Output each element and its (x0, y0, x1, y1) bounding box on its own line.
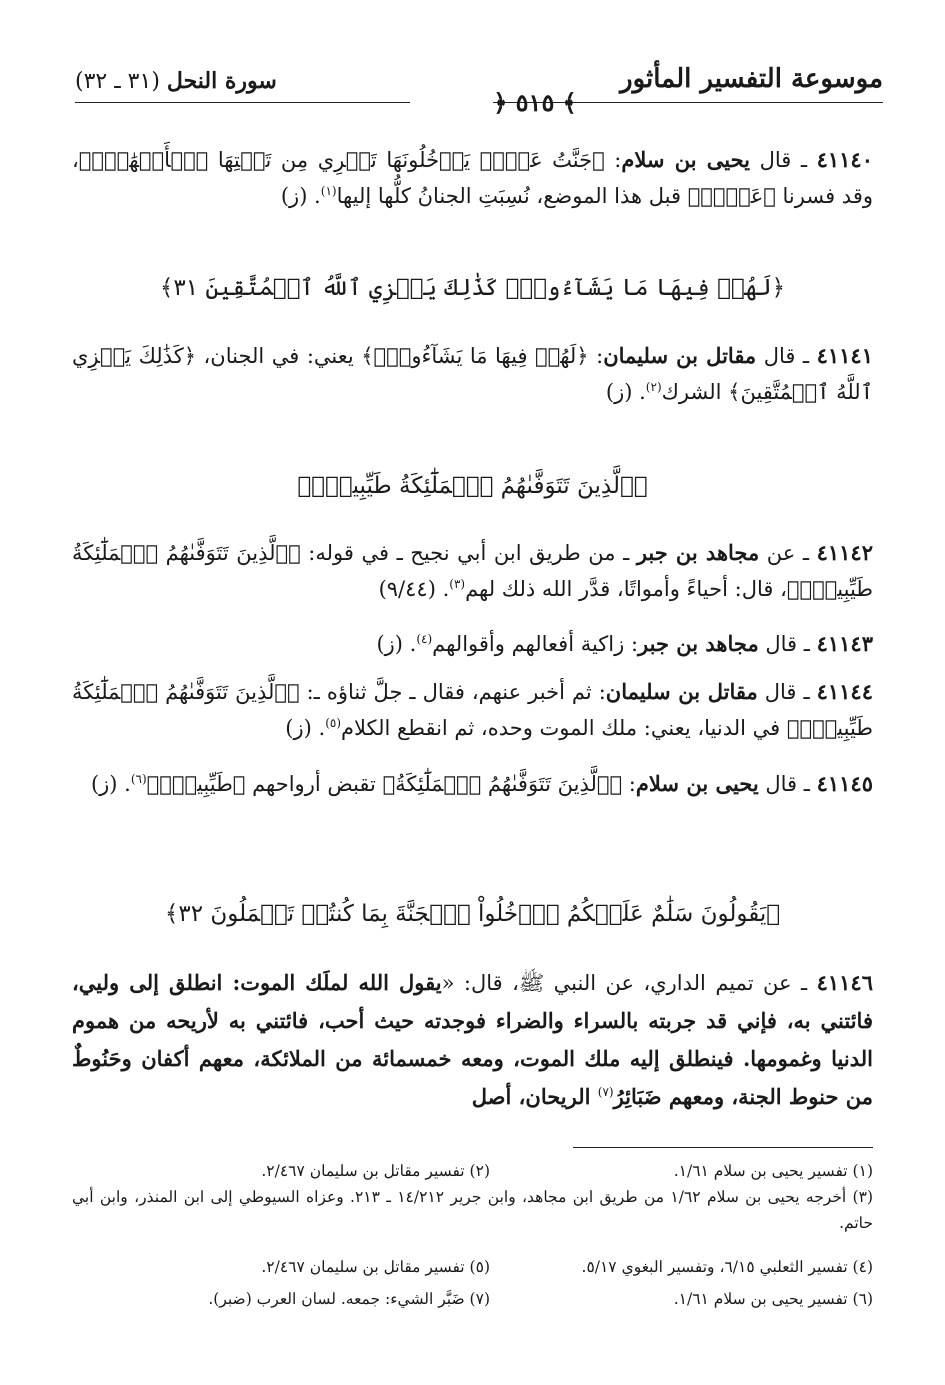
footnote-ref: (٧) (597, 1085, 614, 1099)
footnote-6: (٦) تفسير يحيى بن سلام ١/٦١. (673, 1290, 873, 1308)
footnote-ref: (٢) (645, 380, 662, 394)
footnote-rule (573, 1147, 873, 1148)
footnote-ref: (١) (320, 184, 337, 198)
narration-41142: ٤١١٤٢ ـ عن مجاهد بن جبر ـ من طريق ابن أبي نجيح ـ في قوله: ﴿ٱلَّذِينَ تَتَوَفَّىٰهُمُ ٱلۡمَلَٰٓئِكَةُ طَيِّبِينَۙ﴾، قال: أحياءً وأمواتًا، قدَّر الله ذلك لهم$^{(٣)}$. (٩/٤٤) (72, 540, 873, 601)
footnote-1: (١) تفسير يحيى بن سلام ١/٦١. (673, 1162, 873, 1180)
footnote-ref: (٦) (130, 772, 147, 786)
footnote-3: (٣) أخرجه يحيى بن سلام ١/٦٢ من طريق ابن مجاهد، وابن جرير ١٤/٢١٢ ـ ٢١٣. وعزاه السيوطي إلى ابن المنذر، وابن أبي حاتم. (72, 1188, 873, 1232)
narration-number: ٤١١٤٢ (816, 540, 873, 565)
narration-41141: ٤١١٤١ ـ قال مقاتل بن سليمان: ﴿لَهُمۡ فِيهَا مَا يَشَآءُونَۚ﴾ يعني: في الجنان، ﴿كَذَٰلِكَ يَجۡزِي ٱللَّهُ ٱلۡمُتَّقِينَ﴾ الشرك$^{(٢)}$. (ز) (72, 343, 873, 404)
narrator-name: مقاتل بن سليمان (605, 679, 758, 704)
footnote-ref: (٤) (416, 632, 433, 646)
narration-41146: ٤١١٤٦ ـ عن تميم الداري، عن النبي ﷺ، قال: «يقول الله لملَك الموت: انطلق إلى وليي، فائتني به، فإني قد جربته بالسراء والضراء فوجدته حيث أحب، فائتني به لأريحه من هموم الدنيا وغمومها. فينطلق إليه ملك الموت، ومعه خمسمائة من الملائكة، معهم أكفان وحَنُوطٌ من حنوط الجنة، ومعهم ضَبَائِرُ$^{(٧)}$ الريحان، أصل (72, 970, 873, 1109)
verse-range: (٣١ ـ ٣٢) (75, 69, 160, 94)
ayah-heading-32: ﴿يَقُولُونَ سَلَٰمٌ عَلَيۡكُمُ ٱدۡخُلُواْ ٱلۡجَنَّةَ بِمَا كُنتُمۡ تَعۡمَلُونَ ٣٢﴾ (164, 901, 781, 927)
narration-number: ٤١١٤١ (816, 343, 873, 368)
footnote-4: (٤) تفسير الثعلبي ٦/١٥، وتفسير البغوي ٥/١٧. (581, 1258, 873, 1276)
quran-quote: ﴿ٱلَّذِينَ تَتَوَفَّىٰهُمُ ٱلۡمَلَٰٓئِكَةُ طَيِّبِينَۙ﴾ (72, 680, 873, 740)
page-number: ﴾ ٥١٥ ﴿ (493, 88, 577, 117)
narrator-name: مجاهد بن جبر (638, 631, 759, 656)
quran-quote: ﴿عَدۡنٖ﴾ (687, 184, 776, 208)
page-header (75, 62, 883, 117)
narrator-name: مقاتل بن سليمان (603, 343, 757, 368)
footnote-ref: (٥) (325, 716, 342, 730)
narration-number: ٤١١٤٦ (816, 970, 873, 995)
footnote-5: (٥) تفسير مقاتل بن سليمان ٢/٤٦٧. (261, 1258, 490, 1276)
quran-quote: ﴿كَذَٰلِكَ يَجۡزِي ٱللَّهُ ٱلۡمُتَّقِينَ﴾ (72, 344, 873, 404)
hadith-text: يقول الله لملَك الموت: انطلق إلى وليي، فائتني به، فإني قد جربته بالسراء والضراء فوجدته حيث أحب، فائتني به لأريحه من هموم الدنيا وغمومها. فينطلق إليه ملك الموت، ومعه خمسمائة من الملائكة، معهم أكفان وحَنُوطٌ من حنوط الجنة، ومعهم ضَبَائِرُ (72, 970, 873, 1109)
header-rule-left (75, 102, 410, 103)
narrator-name: يحيى بن سلام (621, 147, 751, 172)
ayah-heading-31: ﴿لَهُمۡ فِيهَا مَا يَشَآءُونَۚ كَذَٰلِكَ يَجۡزِي ٱللَّهُ ٱلۡمُتَّقِينَ ٣١﴾ (159, 275, 786, 301)
footnote-ref: (٣) (449, 577, 466, 591)
narration-number: ٤١١٤٣ (816, 631, 873, 656)
footnote-2: (٢) تفسير مقاتل بن سليمان ٢/٤٦٧. (261, 1162, 490, 1180)
narration-41140: ٤١١٤٠ ـ قال يحيى بن سلام: ﴿جَنَّتُ عَدۡنٖ يَدۡخُلُونَهَا تَجۡرِي مِن تَحۡتِهَا ٱلۡأَنۡهَٰرُۖ﴾، وقد فسرنا ﴿عَدۡنٖ﴾ قبل هذا الموضع، نُسِبَتِ الجنانُ كلُّها إليها$^{(١)}$. (ز) (72, 147, 873, 208)
quran-quote: ﴿لَهُمۡ فِيهَا مَا يَشَآءُونَۚ﴾ (361, 344, 589, 368)
quran-quote: ﴿جَنَّتُ عَدۡنٖ يَدۡخُلُونَهَا تَجۡرِي مِن تَحۡتِهَا ٱلۡأَنۡهَٰرُۖ﴾ (78, 148, 605, 172)
narration-41144: ٤١١٤٤ ـ قال مقاتل بن سليمان: ثم أخبر عنهم، فقال ـ جلَّ ثناؤه ـ: ﴿ٱلَّذِينَ تَتَوَفَّىٰهُمُ ٱلۡمَلَٰٓئِكَةُ طَيِّبِينَۙ﴾ في الدنيا، يعني: ملك الموت وحده، ثم انقطع الكلام$^{(٥)}$. (ز) (72, 679, 873, 740)
quran-quote: ﴿ٱلَّذِينَ تَتَوَفَّىٰهُمُ ٱلۡمَلَٰٓئِكَةُ طَيِّبِينَۙ﴾ (72, 541, 873, 601)
hadith-text-cont: الريحان، أصل (471, 1084, 598, 1109)
narrator-name: يحيى بن سلام (635, 771, 759, 796)
ayah-heading-32a: ﴿ٱلَّذِينَ تَتَوَفَّىٰهُمُ ٱلۡمَلَٰٓئِكَةُ طَيِّبِينَۙ﴾ (297, 473, 648, 499)
surah-name: سورة النحل (166, 68, 277, 94)
narrator-name: مجاهد بن جبر (636, 540, 760, 565)
footnote-7: (٧) ضَبَّر الشيء: جمعه. لسان العرب (ضبر). (208, 1290, 490, 1308)
narration-41145: ٤١١٤٥ ـ قال يحيى بن سلام: ﴿ٱلَّذِينَ تَتَوَفَّىٰهُمُ ٱلۡمَلَٰٓئِكَةُ﴾ تقبض أرواحهم ﴿طَيِّبِينَۙ﴾$^{(٦)}$. (ز) (90, 771, 873, 796)
quran-quote: ﴿طَيِّبِينَۙ﴾ (146, 772, 246, 796)
narration-number: ٤١١٤٥ (816, 771, 873, 796)
narration-41143: ٤١١٤٣ ـ قال مجاهد بن جبر: زاكية أفعالهم وأقوالهم$^{(٤)}$. (ز) (376, 631, 873, 656)
book-title: موسوعة التفسير المأثور (620, 64, 883, 94)
narration-number: ٤١١٤٠ (816, 147, 873, 172)
surah-reference (75, 66, 277, 97)
quran-quote: ﴿ٱلَّذِينَ تَتَوَفَّىٰهُمُ ٱلۡمَلَٰٓئِكَةُ﴾ (382, 772, 623, 796)
narration-number: ٤١١٤٤ (816, 679, 873, 704)
